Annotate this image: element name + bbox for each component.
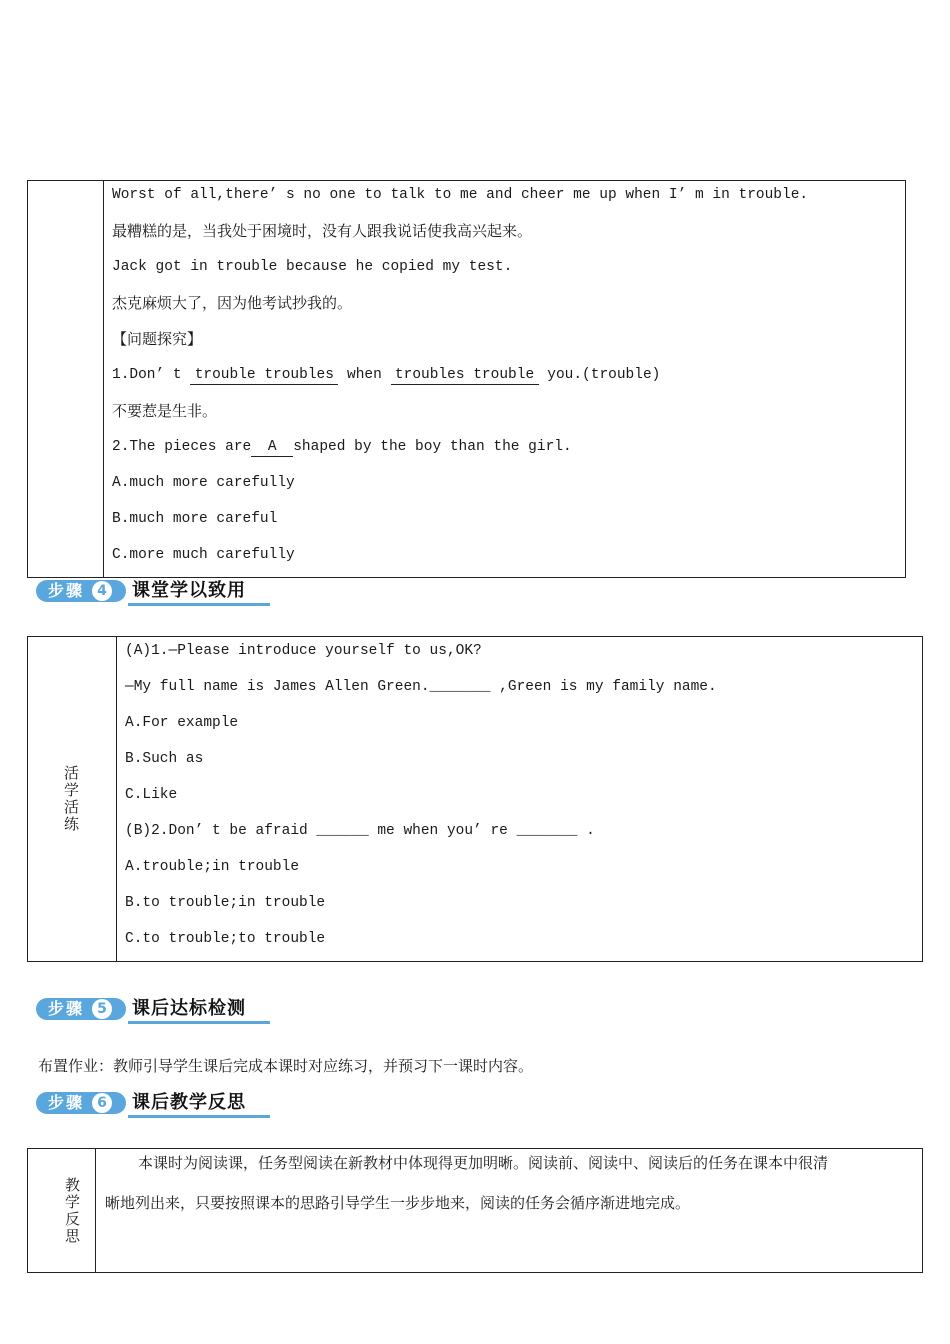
step-label: 步骤 xyxy=(36,998,126,1020)
step-label: 步骤 xyxy=(36,1092,126,1114)
reflection-line-1: 本课时为阅读课，任务型阅读在新教材中体现得更加明晰。阅读前、阅读中、阅读后的任务在课本中很清 xyxy=(138,1154,829,1172)
step-number-badge: 5 xyxy=(92,999,112,1019)
example-translation-1: 最糟糕的是，当我处于困境时，没有人跟我说话使我高兴起来。 xyxy=(112,222,533,240)
question-2 xyxy=(112,437,572,457)
section-heading-inquiry: 【问题探究】 xyxy=(112,330,203,348)
step-number-badge: 4 xyxy=(92,581,112,601)
step-underline xyxy=(128,1021,270,1024)
q2-option-c: C.more much carefully xyxy=(112,547,295,563)
example-sentence-en-2: Jack got in trouble because he copied my test. xyxy=(112,259,513,275)
practice-q2-option-a: A.trouble;in trouble xyxy=(125,859,300,875)
step-title: 课后教学反思 xyxy=(132,1092,246,1113)
step-underline xyxy=(128,1115,270,1118)
step-label: 步骤 xyxy=(36,580,126,602)
practice-q1-option-c: C.Like xyxy=(125,787,178,803)
side-label-practice: 活 学 活 练 xyxy=(64,764,80,833)
step-title: 课堂学以致用 xyxy=(132,580,246,601)
practice-q1-option-b: B.Such as xyxy=(125,751,204,767)
q1-mid: when xyxy=(338,367,391,383)
q2-option-b: B.much more careful xyxy=(112,511,278,527)
q1-translation: 不要惹是生非。 xyxy=(112,402,218,420)
homework-text: 布置作业：教师引导学生课后完成本课时对应练习，并预习下一课时内容。 xyxy=(38,1057,534,1075)
practice-q1: (A)1.—Please introduce yourself to us,OK? xyxy=(125,643,482,659)
example-translation-2: 杰克麻烦大了，因为他考试抄我的。 xyxy=(112,294,353,312)
step-number-badge: 6 xyxy=(92,1093,112,1113)
practice-q2: (B)2.Don’ t be afraid ______ me when you’ re _______ . xyxy=(125,823,595,839)
reflection-table xyxy=(27,1148,923,1273)
question-1 xyxy=(112,365,660,385)
step-5-header xyxy=(36,996,270,1022)
practice-table xyxy=(27,636,923,962)
step-6-header xyxy=(36,1090,270,1116)
practice-q1-answer: —My full name is James Allen Green._______ ,Green is my family name. xyxy=(125,679,717,695)
q1-answer-blank-2: troubles trouble xyxy=(391,367,539,385)
q1-post: you.(trouble) xyxy=(538,367,661,383)
practice-q2-option-c: C.to trouble;to trouble xyxy=(125,931,326,947)
practice-q2-option-b: B.to trouble;in trouble xyxy=(125,895,326,911)
q2-option-a: A.much more carefully xyxy=(112,475,295,491)
q2-post: shaped by the boy than the girl. xyxy=(293,439,572,455)
example-sentence-en-1: Worst of all,there’ s no one to talk to me and cheer me up when I’ m in trouble. xyxy=(112,187,809,203)
side-label-reflection: 教 学 反 思 xyxy=(65,1176,81,1245)
q1-answer-blank-1: trouble troubles xyxy=(190,367,338,385)
step-4-header xyxy=(36,578,270,604)
q2-answer-blank: A xyxy=(251,439,293,457)
q2-pre: 2.The pieces are xyxy=(112,439,252,455)
continuation-table xyxy=(27,180,906,578)
step-underline xyxy=(128,603,270,606)
reflection-line-2: 晰地列出来，只要按照课本的思路引导学生一步步地来，阅读的任务会循序渐进地完成。 xyxy=(105,1194,691,1212)
q1-pre: 1.Don’ t xyxy=(112,367,191,383)
practice-q1-option-a: A.For example xyxy=(125,715,239,731)
step-title: 课后达标检测 xyxy=(132,998,246,1019)
